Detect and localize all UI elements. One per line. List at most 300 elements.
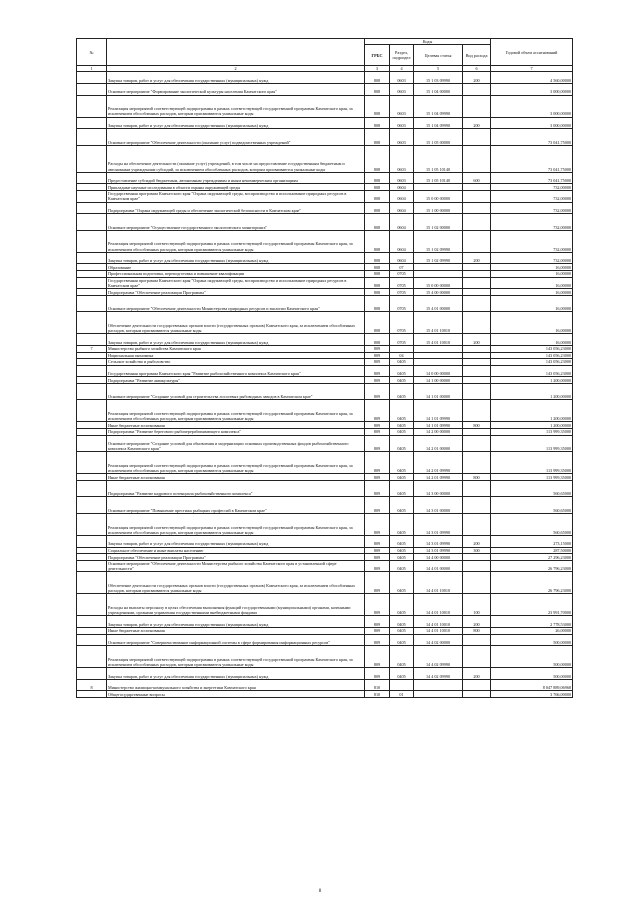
row-number — [77, 435, 107, 452]
row-name: Образование — [107, 264, 365, 271]
table-row — [77, 72, 573, 84]
row-number — [77, 572, 107, 594]
row-grbs: 808 — [365, 214, 390, 231]
row-grbs: 809 — [365, 400, 390, 422]
row-name: Подпрограмма "Развитие аквакультуры" — [107, 377, 365, 384]
row-number — [77, 400, 107, 422]
row-grbs: 808 — [365, 312, 390, 334]
row-name: Основное мероприятие "Обеспечение деятельности (оказание услуг) подведомственных учреждений" — [107, 129, 365, 146]
row-target: 14 4 01 10010 — [414, 594, 463, 616]
table-row — [77, 422, 573, 429]
row-amount: 8 047 889,06968 — [491, 679, 573, 691]
row-section: 0603 — [390, 172, 414, 184]
row-section: 0705 — [390, 277, 414, 289]
row-expense-type — [463, 270, 491, 277]
table-row — [77, 190, 573, 202]
row-number — [77, 72, 107, 84]
row-expense-type: 800 — [463, 474, 491, 481]
row-expense-type: 200 — [463, 252, 491, 264]
table-row — [77, 95, 573, 117]
row-expense-type — [463, 312, 491, 334]
row-grbs: 808 — [365, 270, 390, 277]
row-section: 0604 — [390, 252, 414, 264]
row-amount: 27 296,23000 — [491, 554, 573, 561]
table-row — [77, 352, 573, 359]
row-number — [77, 514, 107, 536]
row-number — [77, 646, 107, 668]
row-section: 0405 — [390, 628, 414, 635]
row-name: Реализация мероприятий соответствующей подпрограммы в рамках соответствующей государственной программы Камчатского края, за исключением обособленных расходов, которым присваиваются уникальные коды — [107, 452, 365, 474]
row-number — [77, 334, 107, 346]
row-target: 15 1 04 09990 — [414, 117, 463, 129]
row-amount: 732,00000 — [491, 202, 573, 214]
row-grbs: 808 — [365, 95, 390, 117]
row-number — [77, 312, 107, 334]
row-section: 0405 — [390, 365, 414, 377]
row-amount: 1 200,00000 — [491, 400, 573, 422]
row-grbs: 809 — [365, 435, 390, 452]
row-target: 15 1 00 00000 — [414, 202, 463, 214]
row-number — [77, 359, 107, 366]
row-amount: 560,65000 — [491, 514, 573, 536]
row-section: 07 — [390, 264, 414, 271]
row-amount: 26 796,23000 — [491, 560, 573, 572]
row-number — [77, 145, 107, 172]
row-number — [77, 547, 107, 554]
table-row — [77, 359, 573, 366]
row-number — [77, 264, 107, 271]
row-grbs: 808 — [365, 252, 390, 264]
row-expense-type — [463, 145, 491, 172]
row-grbs: 808 — [365, 129, 390, 146]
table-row — [77, 560, 573, 572]
index-cell: 6 — [463, 66, 491, 72]
row-grbs: 808 — [365, 172, 390, 184]
row-grbs: 809 — [365, 480, 390, 497]
row-name: Общегосударственные вопросы — [107, 691, 365, 698]
row-amount: 73 041,75000 — [491, 145, 573, 172]
row-section: 0603 — [390, 117, 414, 129]
row-name: Подпрограмма "Обеспечение реализации Программы" — [107, 554, 365, 561]
row-amount: 113 999,35000 — [491, 435, 573, 452]
row-section: 0604 — [390, 230, 414, 252]
row-expense-type — [463, 429, 491, 436]
row-expense-type — [463, 345, 491, 352]
row-number — [77, 422, 107, 429]
row-target: 15 4 01 00000 — [414, 295, 463, 312]
table-row — [77, 514, 573, 536]
row-name: Предоставление субсидий бюджетным, автономным учреждениям и иным некоммерческим организациям — [107, 172, 365, 184]
index-cell: 7 — [491, 66, 573, 72]
row-amount: 26 796,23000 — [491, 572, 573, 594]
row-amount: 560,65000 — [491, 497, 573, 514]
row-name: Закупка товаров, работ и услуг для обеспечения государственных (муниципальных) нужд — [107, 536, 365, 548]
row-grbs: 809 — [365, 345, 390, 352]
index-cell: 2 — [107, 66, 365, 72]
row-target: 14 3 01 09990 — [414, 514, 463, 536]
table-row — [77, 264, 573, 271]
row-number — [77, 634, 107, 646]
row-number — [77, 184, 107, 191]
row-name: Основное мероприятие "Создание условий для обновления и модернизации основных производственных фондов рыбохозяйственного комплекса Камчатского края" — [107, 435, 365, 452]
row-number — [77, 190, 107, 202]
row-number — [77, 95, 107, 117]
table-row — [77, 252, 573, 264]
row-section: 0405 — [390, 572, 414, 594]
row-section: 0405 — [390, 383, 414, 400]
table-row — [77, 400, 573, 422]
row-target — [414, 345, 463, 352]
row-grbs: 809 — [365, 452, 390, 474]
row-amount: 16,00000 — [491, 277, 573, 289]
row-target: 15 1 02 00000 — [414, 214, 463, 231]
row-target: 14 2 00 00000 — [414, 429, 463, 436]
row-grbs: 809 — [365, 497, 390, 514]
row-amount: 3 766,00000 — [491, 691, 573, 698]
table-row — [77, 117, 573, 129]
row-amount: 1 200,00000 — [491, 383, 573, 400]
row-amount: 732,00000 — [491, 184, 573, 191]
row-section: 04 — [390, 352, 414, 359]
row-grbs: 808 — [365, 145, 390, 172]
table-row — [77, 435, 573, 452]
row-name: Основное мероприятие "Совершенствование информационной системы в сфере формирования информационных ресурсов" — [107, 634, 365, 646]
row-number — [77, 202, 107, 214]
row-target: 15 4 01 10010 — [414, 312, 463, 334]
row-target: 14 1 01 09990 — [414, 400, 463, 422]
header-no: № — [77, 39, 107, 66]
table-row — [77, 646, 573, 668]
row-name: Основное мероприятие "Формирование экологической культуры населения Камчатского края" — [107, 84, 365, 96]
row-name: Реализация мероприятий соответствующей подпрограммы в рамках соответствующей государственной программы Камчатского края, за исключением обособленных расходов, которым присваиваются уникальные коды — [107, 646, 365, 668]
row-grbs: 809 — [365, 628, 390, 635]
row-section: 0603 — [390, 145, 414, 172]
row-expense-type: 200 — [463, 616, 491, 628]
header-name — [107, 39, 365, 66]
row-name: Сельское хозяйство и рыболовство — [107, 359, 365, 366]
table-row — [77, 202, 573, 214]
row-amount: 4 560,00000 — [491, 72, 573, 84]
row-section: 0705 — [390, 289, 414, 296]
row-number — [77, 594, 107, 616]
row-expense-type: 200 — [463, 668, 491, 680]
row-target: 14 4 01 10010 — [414, 572, 463, 594]
table-row — [77, 334, 573, 346]
row-section: 0604 — [390, 184, 414, 191]
row-grbs: 808 — [365, 289, 390, 296]
row-section: 0405 — [390, 400, 414, 422]
table-row — [77, 312, 573, 334]
row-grbs: 810 — [365, 679, 390, 691]
row-grbs: 808 — [365, 72, 390, 84]
row-grbs: 809 — [365, 547, 390, 554]
row-grbs: 808 — [365, 230, 390, 252]
table-row — [77, 628, 573, 635]
row-amount: 73 041,75000 — [491, 172, 573, 184]
row-amount: 16,00000 — [491, 295, 573, 312]
row-name: Иные бюджетные ассигнования — [107, 628, 365, 635]
row-section: 0405 — [390, 429, 414, 436]
row-number — [77, 628, 107, 635]
row-expense-type — [463, 383, 491, 400]
row-section: 0405 — [390, 497, 414, 514]
row-number — [77, 452, 107, 474]
row-name: Расходы на обеспечение деятельности (оказание услуг) учреждений, в том числе на предоставление государственным бюджетным и автономным учреждениям субсидий, за исключением обособленных расходов, которым присваиваются уникальные коды — [107, 145, 365, 172]
row-target: 15 4 01 10010 — [414, 334, 463, 346]
row-number — [77, 429, 107, 436]
row-expense-type — [463, 634, 491, 646]
row-section: 0405 — [390, 359, 414, 366]
row-target: 14 2 01 09990 — [414, 474, 463, 481]
row-target: 15 1 05 10140 — [414, 172, 463, 184]
row-amount: 113 999,35000 — [491, 474, 573, 481]
row-section: 0405 — [390, 560, 414, 572]
header-target: Целевая статья — [414, 45, 463, 66]
row-target: 15 1 04 09990 — [414, 95, 463, 117]
row-target: 14 4 01 00000 — [414, 560, 463, 572]
budget-table — [76, 38, 573, 698]
row-name: Реализация мероприятий соответствующей подпрограммы в рамках соответствующей государственной программы Камчатского края, за исключением обособленных расходов, которым присваиваются уникальные коды — [107, 400, 365, 422]
row-amount: 1 200,00000 — [491, 377, 573, 384]
row-grbs: 808 — [365, 277, 390, 289]
row-section: 0603 — [390, 84, 414, 96]
row-number: 8 — [77, 679, 107, 691]
row-section: 0405 — [390, 422, 414, 429]
row-expense-type — [463, 295, 491, 312]
row-grbs: 808 — [365, 184, 390, 191]
row-grbs: 808 — [365, 84, 390, 96]
row-amount: 143 056,23000 — [491, 352, 573, 359]
table-row — [77, 452, 573, 474]
row-amount: 500,00000 — [491, 634, 573, 646]
row-amount: 143 056,23000 — [491, 345, 573, 352]
row-amount: 1 200,00000 — [491, 422, 573, 429]
row-expense-type — [463, 264, 491, 271]
table-row — [77, 679, 573, 691]
row-target: 14 2 01 09990 — [414, 452, 463, 474]
row-number — [77, 560, 107, 572]
table-row — [77, 84, 573, 96]
row-target: 14 4 01 10010 — [414, 616, 463, 628]
row-amount: 143 056,23000 — [491, 359, 573, 366]
row-amount: 732,00000 — [491, 252, 573, 264]
row-target: 14 1 01 09990 — [414, 422, 463, 429]
row-target: 15 0 00 00000 — [414, 190, 463, 202]
row-section: 0604 — [390, 214, 414, 231]
row-target: 14 4 01 10010 — [414, 628, 463, 635]
index-cell: 5 — [414, 66, 463, 72]
row-number — [77, 289, 107, 296]
table-row — [77, 145, 573, 172]
row-grbs: 808 — [365, 117, 390, 129]
row-grbs: 809 — [365, 514, 390, 536]
row-expense-type — [463, 554, 491, 561]
row-section: 0405 — [390, 594, 414, 616]
row-number — [77, 691, 107, 698]
row-expense-type — [463, 435, 491, 452]
row-section: 0405 — [390, 536, 414, 548]
index-cell: 4 — [390, 66, 414, 72]
table-row — [77, 295, 573, 312]
row-expense-type — [463, 184, 491, 191]
row-target — [414, 691, 463, 698]
row-name: Профессиональная подготовка, переподготовка и повышение квалификации — [107, 270, 365, 277]
row-amount: 26,00000 — [491, 628, 573, 635]
row-amount: 113 999,35000 — [491, 429, 573, 436]
row-name: Закупка товаров, работ и услуг для обеспечения государственных (муниципальных) нужд — [107, 72, 365, 84]
row-amount: 500,00000 — [491, 668, 573, 680]
header-amount: Годовой объем ассигнований — [491, 39, 573, 66]
row-expense-type — [463, 359, 491, 366]
row-amount: 560,65000 — [491, 480, 573, 497]
row-expense-type — [463, 84, 491, 96]
row-amount: 3 000,00000 — [491, 84, 573, 96]
row-name: Подпрограмма "Охрана окружающей среды и обеспечение экологической безопасности в Камчатском крае" — [107, 202, 365, 214]
row-expense-type — [463, 190, 491, 202]
row-name: Основное мероприятие "Обеспечение деятельности Министерства природных ресурсов и экологии Камчатского края" — [107, 295, 365, 312]
row-expense-type: 200 — [463, 334, 491, 346]
row-expense-type — [463, 365, 491, 377]
row-grbs: 809 — [365, 377, 390, 384]
row-target: 15 1 05 00000 — [414, 129, 463, 146]
row-expense-type: 800 — [463, 628, 491, 635]
table-row — [77, 230, 573, 252]
table-row — [77, 214, 573, 231]
row-expense-type: 600 — [463, 172, 491, 184]
row-target: 15 1 03 09990 — [414, 72, 463, 84]
row-grbs: 808 — [365, 190, 390, 202]
header-codes: Коды — [365, 39, 491, 45]
row-name: Закупка товаров, работ и услуг для обеспечения государственных (муниципальных) нужд — [107, 334, 365, 346]
row-amount: 113 999,35000 — [491, 452, 573, 474]
row-name: Расходы на выплаты персоналу в целях обеспечения выполнения функций государственными (муниципальными) органами, казенными учреждениями, органами управления государственными внебюджетными фондами — [107, 594, 365, 616]
row-expense-type — [463, 289, 491, 296]
row-name: Национальная экономика — [107, 352, 365, 359]
row-name: Реализация мероприятий соответствующей подпрограммы в рамках соответствующей государственной программы Камчатского края, за исключением обособленных расходов, которым присваиваются уникальные коды — [107, 95, 365, 117]
row-number — [77, 377, 107, 384]
row-grbs: 808 — [365, 295, 390, 312]
row-expense-type — [463, 377, 491, 384]
row-grbs: 809 — [365, 646, 390, 668]
table-row — [77, 377, 573, 384]
row-amount: 500,00000 — [491, 646, 573, 668]
table-row — [77, 429, 573, 436]
row-target — [414, 270, 463, 277]
row-target — [414, 359, 463, 366]
row-section — [390, 345, 414, 352]
row-amount: 73 041,75000 — [491, 129, 573, 146]
row-number — [77, 365, 107, 377]
table-row — [77, 634, 573, 646]
row-amount: 3 000,00000 — [491, 95, 573, 117]
row-number — [77, 270, 107, 277]
row-target: 15 1 05 10140 — [414, 145, 463, 172]
row-section: 0405 — [390, 480, 414, 497]
table-row — [77, 184, 573, 191]
row-name: Обеспечение деятельности государственных органов власти (государственных органов) Камчатского края, за исключением обособленных расходов, которым присваиваются уникальные коды — [107, 572, 365, 594]
row-section: 0405 — [390, 452, 414, 474]
row-section: 0705 — [390, 312, 414, 334]
row-target: 14 1 00 00000 — [414, 377, 463, 384]
row-expense-type: 200 — [463, 536, 491, 548]
row-section: 0405 — [390, 435, 414, 452]
row-name: Закупка товаров, работ и услуг для обеспечения государственных (муниципальных) нужд — [107, 252, 365, 264]
row-target — [414, 352, 463, 359]
table-row — [77, 594, 573, 616]
row-target: 15 1 04 00000 — [414, 84, 463, 96]
row-number — [77, 277, 107, 289]
row-expense-type — [463, 277, 491, 289]
table-row — [77, 474, 573, 481]
row-number — [77, 117, 107, 129]
row-expense-type — [463, 352, 491, 359]
table-row — [77, 497, 573, 514]
row-grbs: 808 — [365, 334, 390, 346]
row-expense-type: 800 — [463, 422, 491, 429]
row-grbs: 809 — [365, 634, 390, 646]
table-row — [77, 480, 573, 497]
table-body — [77, 72, 573, 698]
row-expense-type — [463, 400, 491, 422]
header-section: Раздел, подраздел — [390, 45, 414, 66]
row-amount: 16,00000 — [491, 312, 573, 334]
row-target: 14 4 02 09990 — [414, 646, 463, 668]
row-grbs: 809 — [365, 383, 390, 400]
table-row — [77, 691, 573, 698]
row-number — [77, 252, 107, 264]
row-name: Государственная программа Камчатского края "Охрана окружающей среды, воспроизводство и использование природных ресурсов в Камчатском крае" — [107, 277, 365, 289]
row-number — [77, 554, 107, 561]
row-name: Основное мероприятие "Обеспечение деятельности Министерства рыбного хозяйства Камчатского края в установленной сфере деятельности" — [107, 560, 365, 572]
row-section: 0603 — [390, 129, 414, 146]
row-expense-type: 100 — [463, 594, 491, 616]
table-row — [77, 365, 573, 377]
row-expense-type: 300 — [463, 547, 491, 554]
row-expense-type — [463, 230, 491, 252]
row-name: Закупка товаров, работ и услуг для обеспечения государственных (муниципальных) нужд — [107, 616, 365, 628]
row-grbs: 809 — [365, 616, 390, 628]
row-expense-type — [463, 646, 491, 668]
row-name: Реализация мероприятий соответствующей подпрограммы в рамках соответствующей государственной программы Камчатского края, за исключением обособленных расходов, которым присваиваются уникальные коды — [107, 514, 365, 536]
row-amount: 16,00000 — [491, 334, 573, 346]
row-grbs: 808 — [365, 202, 390, 214]
row-amount: 732,00000 — [491, 214, 573, 231]
page-number: 8 — [318, 889, 322, 894]
row-expense-type — [463, 95, 491, 117]
row-section: 0603 — [390, 95, 414, 117]
row-number — [77, 230, 107, 252]
row-target: 14 3 01 09990 — [414, 536, 463, 548]
row-grbs: 809 — [365, 352, 390, 359]
row-number — [77, 383, 107, 400]
row-target: 14 3 01 09990 — [414, 547, 463, 554]
row-amount: 2 778,53000 — [491, 616, 573, 628]
row-target: 14 4 00 00000 — [414, 554, 463, 561]
row-section: 0405 — [390, 377, 414, 384]
row-grbs: 809 — [365, 365, 390, 377]
row-target — [414, 679, 463, 691]
row-section: 0604 — [390, 190, 414, 202]
row-section: 0405 — [390, 514, 414, 536]
row-expense-type — [463, 480, 491, 497]
row-target: 15 4 00 00000 — [414, 289, 463, 296]
row-amount: 3 000,00000 — [491, 117, 573, 129]
row-target: 15 1 02 09990 — [414, 252, 463, 264]
row-section: 0705 — [390, 334, 414, 346]
table-row — [77, 345, 573, 352]
row-name: Подпрограмма "Развитие кадрового потенциала рыбохозяйственного комплекса" — [107, 480, 365, 497]
row-name: Социальное обеспечение и иные выплаты населению — [107, 547, 365, 554]
